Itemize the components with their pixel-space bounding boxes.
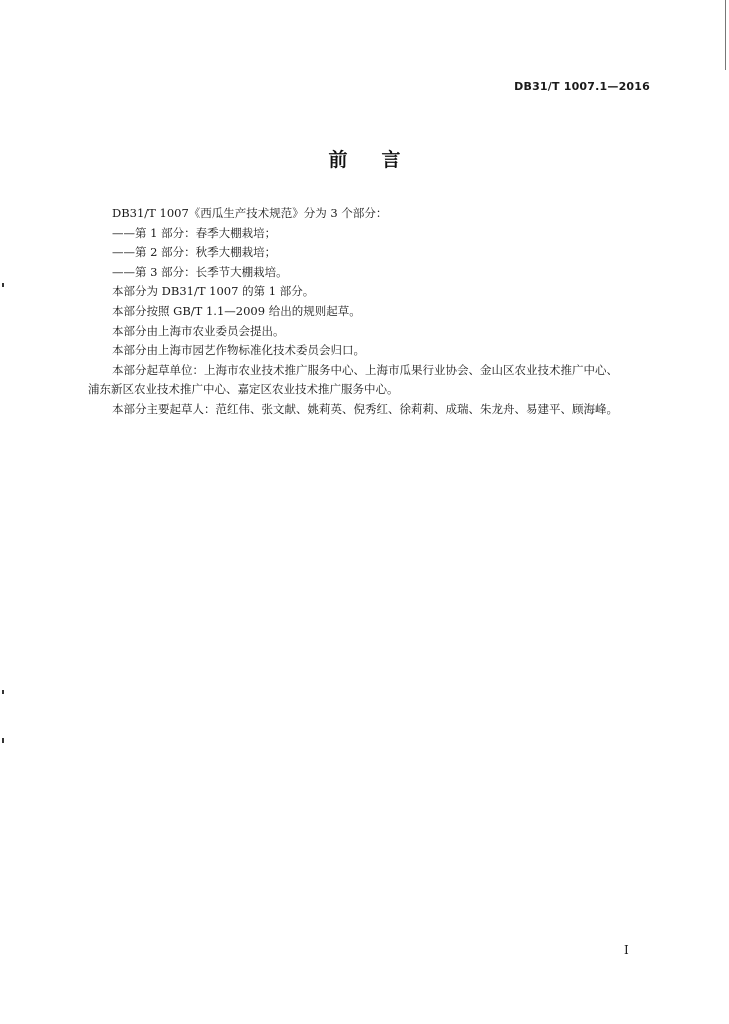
scan-edge-mark — [2, 738, 4, 743]
paragraph-drafting-units: 本部分起草单位：上海市农业技术推广服务中心、上海市瓜果行业协会、金山区农业技术推广中心、 — [112, 362, 618, 377]
foreword-body — [88, 204, 668, 420]
paragraph-drafters: 本部分主要起草人：范红伟、张文献、姚莉英、倪秀红、徐莉莉、成瑞、朱龙舟、易建平、顾海峰。 — [112, 401, 618, 416]
standard-code: DB31/T 1007.1—2016 — [514, 80, 650, 93]
scan-edge-mark — [2, 283, 4, 287]
paragraph-drafting-units-cont: 浦东新区农业技术推广中心、嘉定区农业技术推广服务中心。 — [88, 382, 399, 397]
list-item-part-3: ——第 3 部分：长季节大棚栽培。 — [112, 264, 288, 279]
scan-edge-line — [725, 0, 726, 70]
paragraph-committee: 本部分由上海市园艺作物标准化技术委员会归口。 — [112, 343, 365, 358]
page-title: 前言 — [328, 149, 435, 171]
page-number: I — [624, 943, 629, 957]
paragraph-drafting-rules: 本部分按照 GB/T 1.1—2009 给出的规则起草。 — [112, 303, 361, 318]
paragraph-proposer: 本部分由上海市农业委员会提出。 — [112, 323, 285, 338]
paragraph-intro: DB31/T 1007《西瓜生产技术规范》分为 3 个部分： — [112, 206, 388, 220]
list-item-part-1: ——第 1 部分：春季大棚栽培； — [112, 225, 277, 240]
list-item-part-2: ——第 2 部分：秋季大棚栽培； — [112, 245, 277, 260]
scan-edge-mark — [2, 690, 4, 694]
paragraph-part-statement: 本部分为 DB31/T 1007 的第 1 部分。 — [112, 284, 315, 299]
